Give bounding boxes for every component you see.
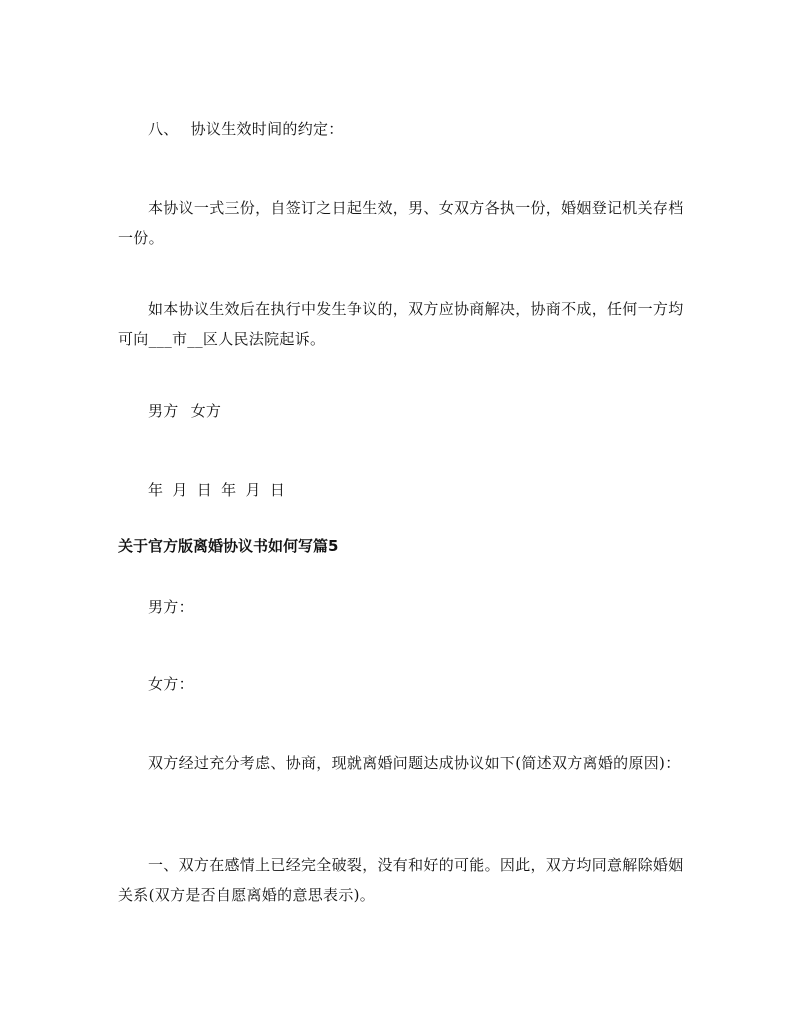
signature-line [148,401,221,421]
article-5-heading: 关于官方版离婚协议书如何写篇5 [118,537,339,555]
section-number: 八、 [148,120,179,138]
signature-female: 女方 [190,402,222,420]
date-line: 年 月 日 年 月 日 [148,481,286,499]
signature-male: 男方 [148,402,179,420]
paragraph-intro: 双方经过充分考虑、协商，现就离婚问题达成协议如下(简述双方离婚的原因)： [148,754,681,772]
section-title: 协议生效时间的约定： [190,120,344,138]
paragraph-dispute: 如本协议生效后在执行中发生争议的，双方应协商解决，协商不成，任何一方均可向___市__区人民法院起诉。 [118,300,684,348]
male-party-label: 男方： [148,598,194,616]
paragraph-copies: 本协议一式三份，自签订之日起生效，男、女双方各执一份，婚姻登记机关存档一份。 [118,199,684,247]
female-party-label: 女方： [148,675,194,693]
section-8-heading [148,119,344,139]
paragraph-clause-1: 一、双方在感情上已经完全破裂，没有和好的可能。因此，双方均同意解除婚姻关系(双方是否自愿离婚的意思表示)。 [118,856,684,904]
